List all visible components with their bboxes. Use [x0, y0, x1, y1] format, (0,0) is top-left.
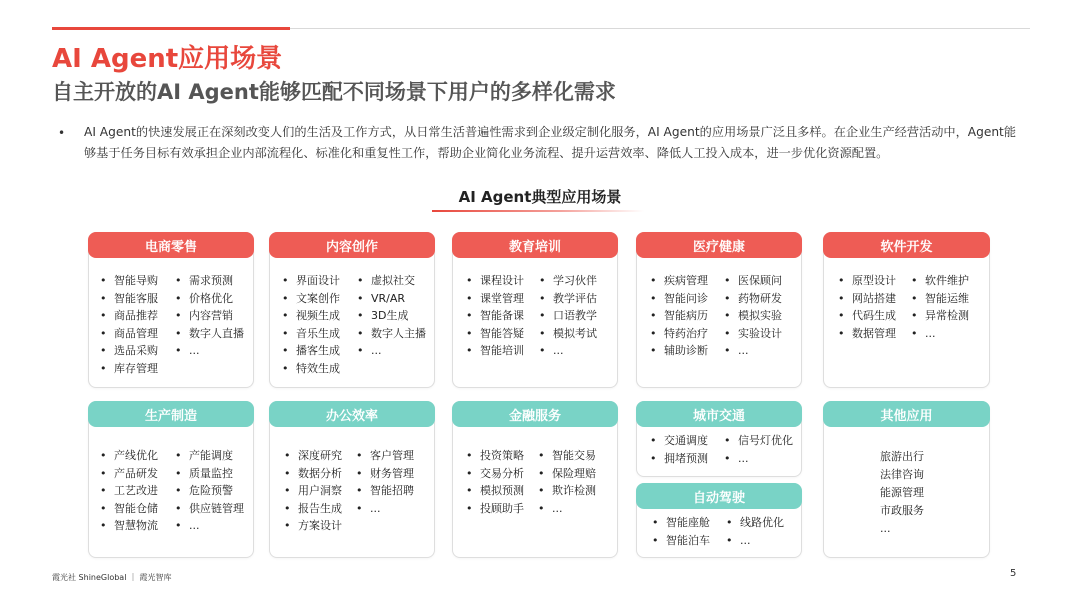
card-manufacturing-col1	[100, 447, 158, 535]
card-traffic-header: 城市交通	[636, 401, 802, 427]
list-item: • 软件维护	[911, 272, 969, 290]
list-item: • 拥堵预测	[650, 450, 708, 468]
list-item: • 交易分析	[466, 465, 524, 483]
list-item: • 播客生成	[282, 342, 340, 360]
list-item: • 产品研发	[100, 465, 158, 483]
list-item: • 界面设计	[282, 272, 340, 290]
card-driving-header: 自动驾驶	[636, 483, 802, 509]
list-item: • 特药治疗	[650, 325, 708, 343]
card-content-col2	[357, 272, 426, 360]
list-item: • 方案设计	[284, 517, 342, 535]
list-item: • 质量监控	[175, 465, 244, 483]
list-item: • 智能病历	[650, 307, 708, 325]
list-item: • ...	[539, 342, 597, 360]
list-item: • 智能仓储	[100, 500, 158, 518]
list-item: • VR/AR	[357, 290, 426, 308]
list-item: • 产线优化	[100, 447, 158, 465]
card-medical-col1	[650, 272, 708, 360]
list-item: • 报告生成	[284, 500, 342, 518]
list-item: • 数字人直播	[175, 325, 244, 343]
list-item: • 智慧物流	[100, 517, 158, 535]
list-item: • 智能培训	[466, 342, 524, 360]
card-software-header: 软件开发	[823, 232, 990, 258]
list-item: • 模拟考试	[539, 325, 597, 343]
list-item: • 工艺改进	[100, 482, 158, 500]
list-item: • 投资策略	[466, 447, 524, 465]
list-item: • 智能座舱	[652, 514, 710, 532]
list-item: • 代码生成	[838, 307, 896, 325]
list-item: • 3D生成	[357, 307, 426, 325]
card-other-items	[880, 448, 924, 538]
card-traffic-col1	[650, 432, 708, 467]
list-item: • 虚拟社交	[357, 272, 426, 290]
list-item: • ...	[357, 342, 426, 360]
card-content-header: 内容创作	[269, 232, 435, 258]
list-item: • 数据分析	[284, 465, 342, 483]
list-item: • ...	[538, 500, 596, 518]
list-item: • 商品推荐	[100, 307, 158, 325]
list-item: • 信号灯优化	[724, 432, 793, 450]
list-item: • 智能招聘	[356, 482, 414, 500]
card-driving-col2	[726, 514, 784, 549]
list-item: • 危险预警	[175, 482, 244, 500]
list-item: • ...	[175, 517, 244, 535]
list-item: • 文案创作	[282, 290, 340, 308]
list-item: • 用户洞察	[284, 482, 342, 500]
section-title: AI Agent典型应用场景	[458, 188, 622, 206]
list-item: • 口语教学	[539, 307, 597, 325]
card-traffic-col2	[724, 432, 793, 467]
intro-bullet: •	[58, 126, 66, 140]
list-item: • 选品采购	[100, 342, 158, 360]
card-education-col1	[466, 272, 524, 360]
list-item: • 保险理赔	[538, 465, 596, 483]
list-item: • 智能备课	[466, 307, 524, 325]
list-item: • 辅助诊断	[650, 342, 708, 360]
list-item: • 教学评估	[539, 290, 597, 308]
list-item: 法律咨询	[880, 468, 924, 481]
card-education-col2	[539, 272, 597, 360]
list-item: • 欺诈检测	[538, 482, 596, 500]
list-item: • 原型设计	[838, 272, 896, 290]
list-item: 能源管理	[880, 486, 924, 499]
card-office-header: 办公效率	[269, 401, 435, 427]
list-item: • 音乐生成	[282, 325, 340, 343]
list-item: • 特效生成	[282, 360, 340, 378]
card-ecommerce-header: 电商零售	[88, 232, 254, 258]
list-item: ...	[880, 522, 891, 535]
card-office-col2	[356, 447, 414, 517]
list-item: • 财务管理	[356, 465, 414, 483]
list-item: 旅游出行	[880, 450, 924, 463]
list-item: • 价格优化	[175, 290, 244, 308]
page-number: 5	[1010, 568, 1017, 579]
list-item: • 智能答疑	[466, 325, 524, 343]
footer-brand: 霞光社 ShineGlobal ｜ 霞光智库	[52, 573, 172, 582]
list-item: • 智能交易	[538, 447, 596, 465]
list-item: • 投顾助手	[466, 500, 524, 518]
list-item: • 智能问诊	[650, 290, 708, 308]
list-item: • ...	[724, 450, 793, 468]
card-software-col2	[911, 272, 969, 342]
list-item: • 实验设计	[724, 325, 782, 343]
list-item: • 客户管理	[356, 447, 414, 465]
card-office-col1	[284, 447, 342, 535]
list-item: • 网站搭建	[838, 290, 896, 308]
list-item: • 药物研发	[724, 290, 782, 308]
list-item: • 供应链管理	[175, 500, 244, 518]
card-driving-col1	[652, 514, 710, 549]
list-item: • ...	[726, 532, 784, 550]
list-item: • 内容营销	[175, 307, 244, 325]
card-ecommerce-col2	[175, 272, 244, 360]
card-finance-header: 金融服务	[452, 401, 618, 427]
list-item: • 需求预测	[175, 272, 244, 290]
card-software-col1	[838, 272, 896, 342]
list-item: • 智能泊车	[652, 532, 710, 550]
list-item: • 智能运维	[911, 290, 969, 308]
card-medical-header: 医疗健康	[636, 232, 802, 258]
list-item: • 智能客服	[100, 290, 158, 308]
list-item: • 数字人主播	[357, 325, 426, 343]
page-subtitle: 自主开放的AI Agent能够匹配不同场景下用户的多样化需求	[52, 80, 616, 104]
list-item: • 线路优化	[726, 514, 784, 532]
section-underline	[432, 210, 644, 212]
list-item: • 课程设计	[466, 272, 524, 290]
list-item: • 疾病管理	[650, 272, 708, 290]
card-content-col1	[282, 272, 340, 377]
list-item: 市政服务	[880, 504, 924, 517]
card-finance-col1	[466, 447, 524, 517]
list-item: • ...	[356, 500, 414, 518]
list-item: • 医保顾问	[724, 272, 782, 290]
top-accent-bar	[52, 27, 290, 30]
list-item: • 数据管理	[838, 325, 896, 343]
card-manufacturing-header: 生产制造	[88, 401, 254, 427]
card-manufacturing-col2	[175, 447, 244, 535]
page-title: AI Agent应用场景	[52, 44, 283, 74]
list-item: • 深度研究	[284, 447, 342, 465]
list-item: • 模拟实验	[724, 307, 782, 325]
card-medical-col2	[724, 272, 782, 360]
list-item: • 学习伙伴	[539, 272, 597, 290]
list-item: • 视频生成	[282, 307, 340, 325]
list-item: • 智能导购	[100, 272, 158, 290]
list-item: • ...	[724, 342, 782, 360]
list-item: • ...	[175, 342, 244, 360]
list-item: • ...	[911, 325, 969, 343]
card-education-header: 教育培训	[452, 232, 618, 258]
list-item: • 课堂管理	[466, 290, 524, 308]
list-item: • 异常检测	[911, 307, 969, 325]
intro-paragraph: AI Agent的快速发展正在深刻改变人们的生活及工作方式，从日常生活普遍性需求到企业级定制化服务，AI Agent的应用场景广泛且多样。在企业生产经营活动中，Agent能够基于任务目标有效承担企业内部流程化、标准化和重复性工作，帮助企业简化业务流程、提升运营效率、降低人工投入成本，进一步优化资源配置。	[84, 125, 1017, 160]
card-other-header: 其他应用	[823, 401, 990, 427]
card-finance-col2	[538, 447, 596, 517]
card-ecommerce-col1	[100, 272, 158, 377]
list-item: • 库存管理	[100, 360, 158, 378]
list-item: • 商品管理	[100, 325, 158, 343]
list-item: • 交通调度	[650, 432, 708, 450]
list-item: • 模拟预测	[466, 482, 524, 500]
list-item: • 产能调度	[175, 447, 244, 465]
